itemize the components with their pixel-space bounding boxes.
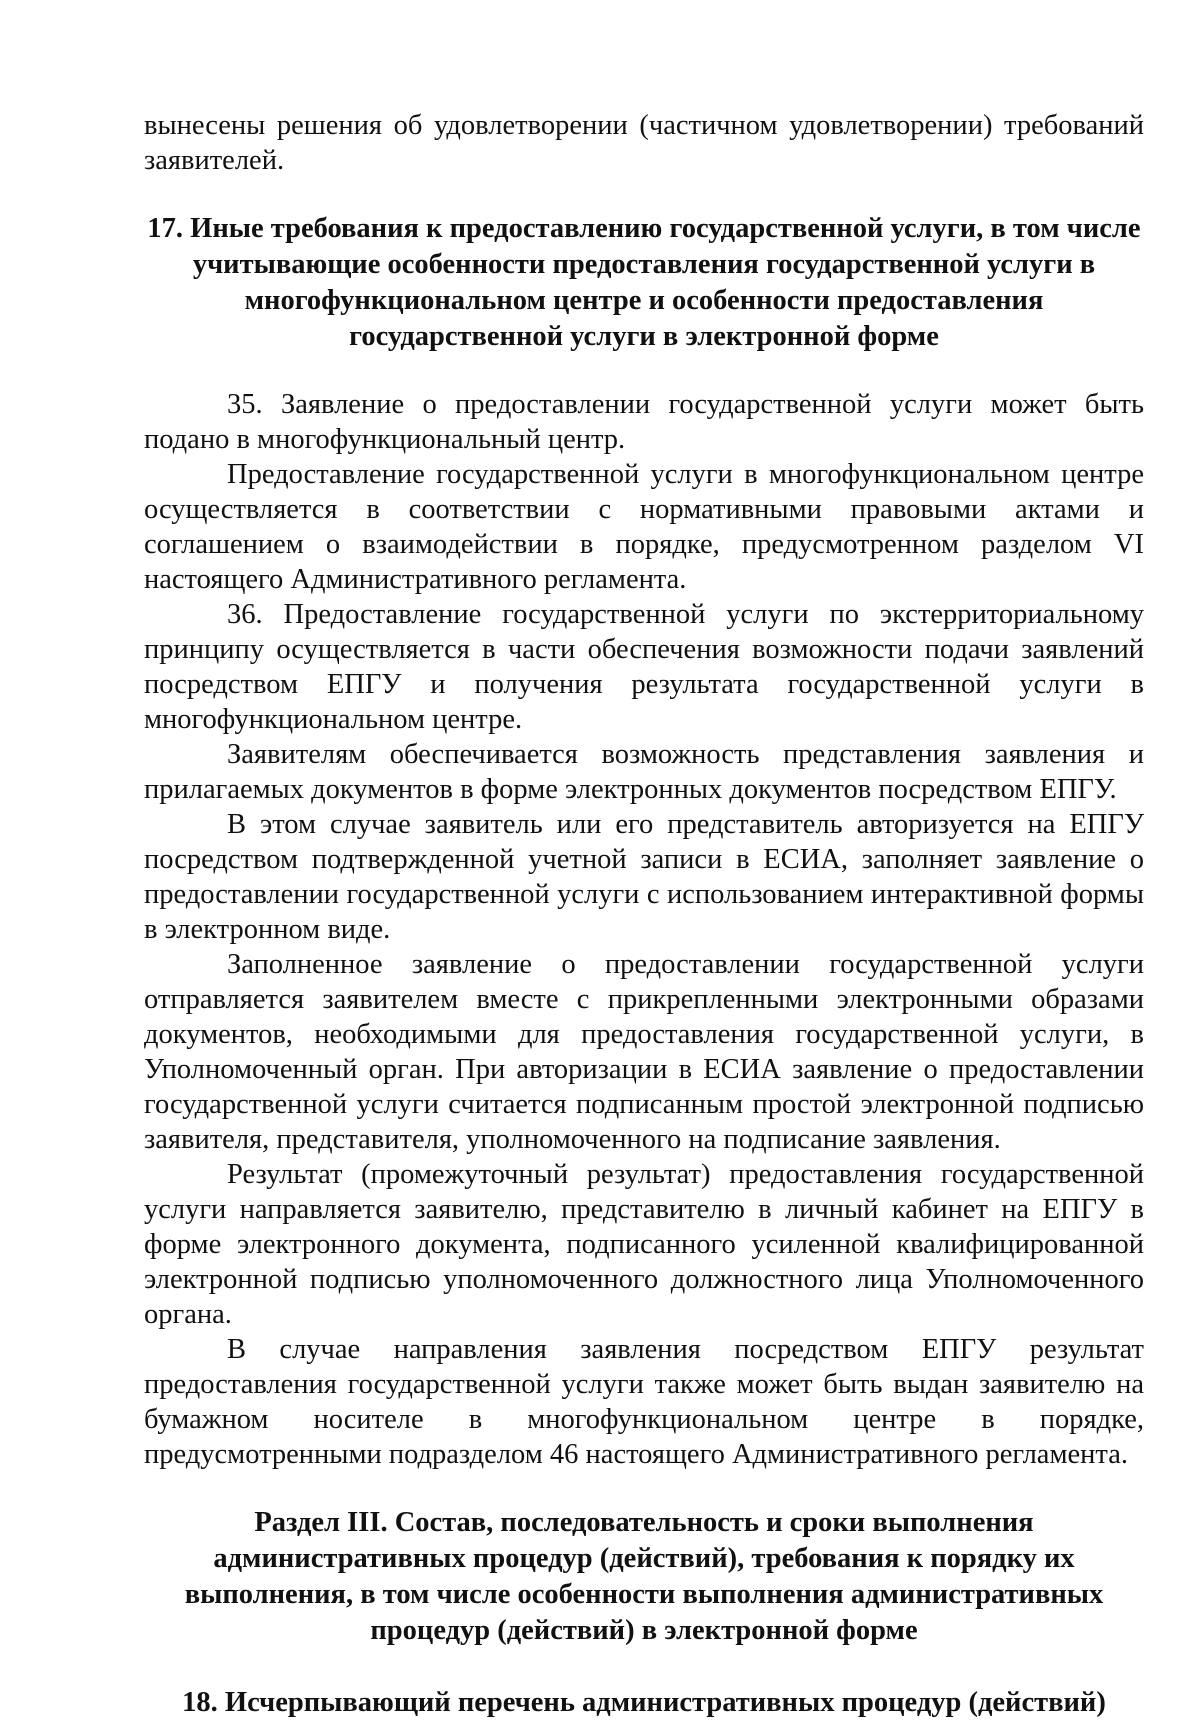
section-17-body xyxy=(144,387,1144,1472)
paragraph-continuation: вынесены решения об удовлетворении (частичном удовлетворении) требований заявителей. xyxy=(144,110,1144,176)
paragraph-36: 36. Предоставление государственной услуги по экстерриториальному принципу осуществляется в части обеспечения возможности подачи заявлений посредством ЕПГУ и получения результата государственной услуги в многофункциональном центре. xyxy=(144,599,1144,735)
paragraph: Предоставление государственной услуги в многофункциональном центре осуществляется в соответствии с нормативными правовыми актами и соглашением о взаимодействии в порядке, предусмотренном разделом VI настоящего Административного регламента. xyxy=(144,459,1144,595)
heading-line: учитывающие особенности предоставления государственной услуги в xyxy=(192,249,1096,280)
paragraph: Заявителям обеспечивается возможность представления заявления и прилагаемых документов в форме электронных документов посредством ЕПГУ. xyxy=(144,739,1144,805)
heading-line: выполнения, в том числе особенности выполнения административных xyxy=(184,1579,1104,1610)
paragraph: Результат (промежуточный результат) предоставления государственной услуги направляется заявителю, представителю в личный кабинет на ЕПГУ в форме электронного документа, подписанного усиленной квалифицированной электронной подписью уполномоченного должностного лица Уполномоченного органа. xyxy=(144,1159,1144,1330)
paragraph: В этом случае заявитель или его представитель авторизуется на ЕПГУ посредством подтвержденной учетной записи в ЕСИА, заполняет заявление о предоставлении государственной услуги с использованием интерактивной формы в электронном виде. xyxy=(144,809,1144,945)
heading-line: многофункциональном центре и особенности предоставления xyxy=(244,285,1044,316)
section-18-heading xyxy=(144,1685,1144,1721)
paragraph: Заполненное заявление о предоставлении государственной услуги отправляется заявителем вместе с прикрепленными электронными образами документов, необходимыми для предоставления государственной услуги, в Уполномоченный орган. При авторизации в ЕСИА заявление о предоставлении государственной услуги считается подписанным простой электронной подписью заявителя, представителя, уполномоченного на подписание заявления. xyxy=(144,949,1144,1155)
heading-line: административных процедур (действий), требования к порядку их xyxy=(213,1543,1075,1574)
heading-line: процедур (действий) в электронной форме xyxy=(370,1615,918,1646)
heading-line: 17. Иные требования к предоставлению государственной услуги, в том числе xyxy=(147,213,1141,244)
heading-line: 18. Исчерпывающий перечень административных процедур (действий) xyxy=(182,1687,1106,1718)
section-17-heading xyxy=(144,211,1144,355)
heading-line: государственной услуги в электронной форме xyxy=(349,321,939,352)
paragraph-35: 35. Заявление о предоставлении государственной услуги может быть подано в многофункциональный центр. xyxy=(144,389,1144,455)
heading-line: Раздел III. Состав, последовательность и сроки выполнения xyxy=(254,1507,1034,1538)
document-page xyxy=(144,108,1144,1721)
paragraph: В случае направления заявления посредством ЕПГУ результат предоставления государственной услуги также может быть выдан заявителю на бумажном носителе в многофункциональном центре в порядке, предусмотренными подразделом 46 настоящего Административного регламента. xyxy=(144,1334,1144,1470)
section-3-heading xyxy=(144,1505,1144,1649)
